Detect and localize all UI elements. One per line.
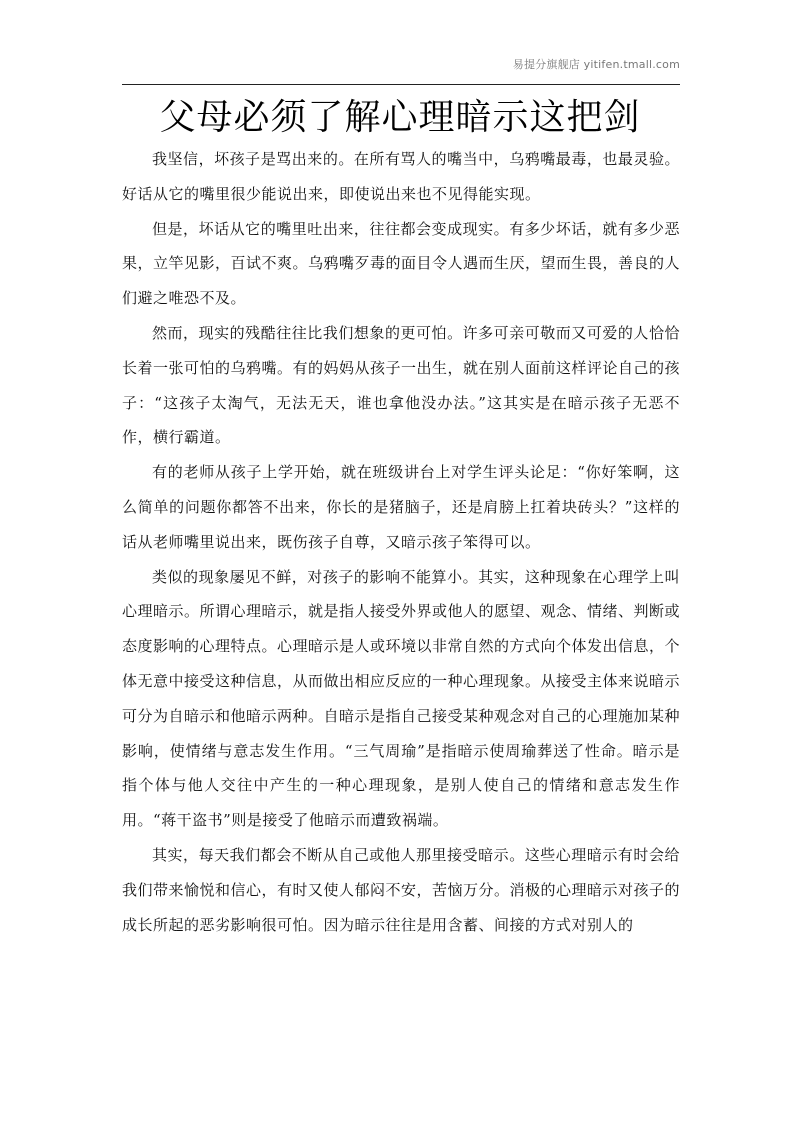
body-paragraph-2: 但是，坏话从它的嘴里吐出来，往往都会变成现实。有多少坏话，就有多少恶果，立竿见影，百试不爽。乌鸦嘴歹毒的面目令人遇而生厌，望而生畏，善良的人们避之唯恐不及。 <box>122 219 681 308</box>
body-paragraph-1: 我坚信，坏孩子是骂出来的。在所有骂人的嘴当中，乌鸦嘴最毒，也最灵验。好话从它的嘴里很少能说出来，即使说出来也不见得能实现。 <box>122 150 680 203</box>
document-title: 父母必须了解心理暗示这把剑 <box>159 97 641 138</box>
body-paragraph-3: 然而，现实的残酷往往比我们想象的更可怕。许多可亲可敬而又可爱的人恰恰长着一张可怕的乌鸦嘴。有的妈妈从孩子一出生，就在别人面前这样评论自己的孩子：“这孩子太淘气，无法无天，谁也拿他没办法。”这其实是在暗示孩子无恶不作，横行霸道。 <box>122 323 681 447</box>
body-paragraph-4: 有的老师从孩子上学开始，就在班级讲台上对学生评头论足：“你好笨啊，这么简单的问题你都答不出来，你长的是猪脑子，还是肩膀上扛着块砖头？”这样的话从老师嘴里说出来，既伤孩子自尊，又暗示孩子笨得可以。 <box>122 463 680 551</box>
page-header-watermark: 易提分旗舰店 yitifen.tmall.com <box>512 58 680 71</box>
body-paragraph-5: 类似的现象屡见不鲜，对孩子的影响不能算小。其实，这种现象在心理学上叫心理暗示。所谓心理暗示，就是指人接受外界或他人的愿望、观念、情绪、判断或态度影响的心理特点。心理暗示是人或环境以非常自然的方式向个体发出信息，个体无意中接受这种信息，从而做出相应反应的一种心理现象。从接受主体来说暗示可分为自暗示和他暗示两种。自暗示是指自己接受某种观念对自己的心理施加某种影响，使情绪与意志发生作用。“三气周瑜”是指暗示使周瑜葬送了性命。暗示是指个体与他人交往中产生的一种心理现象，是别人使自己的情绪和意志发生作用。“蒋干盗书”则是接受了他暗示而遭致祸端。 <box>122 567 681 830</box>
body-paragraph-6: 其实，每天我们都会不断从自己或他人那里接受暗示。这些心理暗示有时会给我们带来愉悦和信心，有时又使人郁闷不安，苦恼万分。消极的心理暗示对孩子的成长所起的恶劣影响很可怕。因为暗示往往是用含蓄、间接的方式对别人的 <box>122 845 681 934</box>
document-body <box>122 142 680 942</box>
header-divider <box>122 84 680 85</box>
